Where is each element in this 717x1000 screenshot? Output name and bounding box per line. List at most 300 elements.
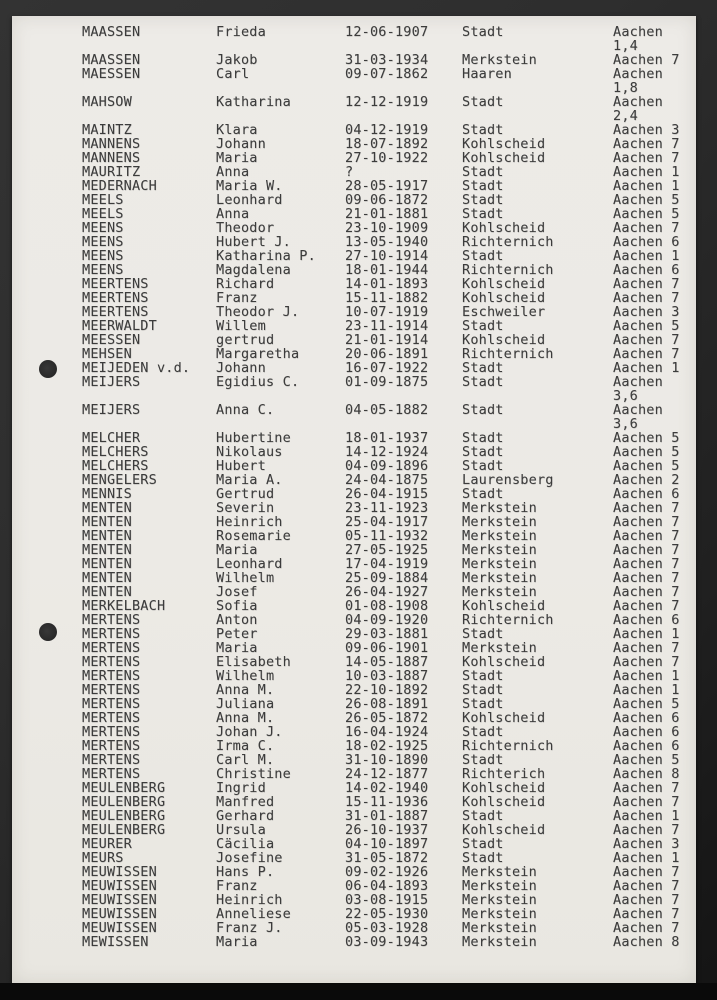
table-row: [12, 669, 696, 683]
table-row: [12, 487, 696, 501]
given-name-cell: Hubert J.: [216, 234, 291, 250]
table-row: [12, 207, 696, 221]
given-name-cell: Hubertine: [216, 430, 291, 446]
table-row: [12, 459, 696, 473]
place-cell: Richterich: [462, 766, 546, 782]
office-cell: Aachen 6: [613, 710, 680, 726]
place-cell: Stadt: [462, 24, 504, 40]
office-cell: Aachen 7: [613, 878, 680, 894]
place-cell: Merkstein: [462, 934, 537, 950]
given-name-cell: Franz J.: [216, 920, 283, 936]
surname-cell: MEIJERS: [82, 402, 141, 418]
table-row: [12, 137, 696, 151]
given-name-cell: Cäcilia: [216, 836, 275, 852]
office-cell: Aachen 7: [613, 654, 680, 670]
table-row: [12, 151, 696, 165]
office-cell: Aachen 1: [613, 178, 680, 194]
table-row: [12, 865, 696, 879]
place-cell: Stadt: [462, 850, 504, 866]
surname-cell: MEENS: [82, 234, 124, 250]
place-cell: Stadt: [462, 752, 504, 768]
surname-cell: MEENS: [82, 248, 124, 264]
given-name-cell: Maria A.: [216, 472, 283, 488]
place-cell: Stadt: [462, 402, 504, 418]
given-name-cell: Frieda: [216, 24, 266, 40]
table-row: [12, 781, 696, 795]
birthdate-cell: 09-07-1862: [345, 66, 429, 82]
office-cell: Aachen 6: [613, 724, 680, 740]
surname-cell: MERTENS: [82, 612, 141, 628]
place-cell: Merkstein: [462, 514, 537, 530]
given-name-cell: Sofia: [216, 598, 258, 614]
surname-cell: MEIJEDEN v.d.: [82, 360, 191, 376]
birthdate-cell: 22-05-1930: [345, 906, 429, 922]
surname-cell: MENTEN: [82, 514, 132, 530]
birthdate-cell: 23-10-1909: [345, 220, 429, 236]
table-row: [12, 263, 696, 277]
given-name-cell: Anna M.: [216, 710, 275, 726]
place-cell: Kohlscheid: [462, 780, 546, 796]
place-cell: Stadt: [462, 360, 504, 376]
surname-cell: MAHSOW: [82, 94, 132, 110]
office-cell: Aachen 8: [613, 766, 680, 782]
surname-cell: MELCHERS: [82, 458, 149, 474]
given-name-cell: Severin: [216, 500, 275, 516]
table-row: [12, 851, 696, 865]
birthdate-cell: 09-06-1872: [345, 192, 429, 208]
office-cell: Aachen 8: [613, 934, 680, 950]
place-cell: Kohlscheid: [462, 136, 546, 152]
table-row: [12, 655, 696, 669]
table-row: [12, 711, 696, 725]
table-row: [12, 627, 696, 641]
birthdate-cell: 16-04-1924: [345, 724, 429, 740]
office-cell: Aachen 6: [613, 234, 680, 250]
office-cell: Aachen 7: [613, 346, 680, 362]
place-cell: Richternich: [462, 234, 554, 250]
given-name-cell: Carl M.: [216, 752, 275, 768]
birthdate-cell: 27-10-1922: [345, 150, 429, 166]
given-name-cell: Johan J.: [216, 724, 283, 740]
place-cell: Stadt: [462, 206, 504, 222]
given-name-cell: Elisabeth: [216, 654, 291, 670]
place-cell: Merkstein: [462, 52, 537, 68]
place-cell: Stadt: [462, 458, 504, 474]
table-row: [12, 515, 696, 529]
place-cell: Kohlscheid: [462, 150, 546, 166]
birthdate-cell: 31-03-1934: [345, 52, 429, 68]
office-cell: Aachen 7: [613, 780, 680, 796]
given-name-cell: Ursula: [216, 822, 266, 838]
surname-cell: MENTEN: [82, 500, 132, 516]
birthdate-cell: 27-10-1914: [345, 248, 429, 264]
given-name-cell: Anna M.: [216, 682, 275, 698]
place-cell: Kohlscheid: [462, 598, 546, 614]
place-cell: Kohlscheid: [462, 822, 546, 838]
office-cell: Aachen 3: [613, 122, 680, 138]
office-cell: Aachen: [613, 24, 663, 40]
given-name-cell: Anna: [216, 206, 250, 222]
office-cell-line2: 3,6: [613, 416, 638, 432]
surname-cell: MERTENS: [82, 738, 141, 754]
table-row: [12, 277, 696, 291]
given-name-cell: Willem: [216, 318, 266, 334]
birthdate-cell: 09-02-1926: [345, 864, 429, 880]
birthdate-cell: 12-06-1907: [345, 24, 429, 40]
birthdate-cell: 27-05-1925: [345, 542, 429, 558]
office-cell-line2: 1,4: [613, 38, 638, 54]
office-cell: Aachen 3: [613, 304, 680, 320]
surname-cell: MEWISSEN: [82, 934, 149, 950]
surname-cell: MERTENS: [82, 752, 141, 768]
office-cell: Aachen 7: [613, 892, 680, 908]
place-cell: Richternich: [462, 262, 554, 278]
place-cell: Stadt: [462, 696, 504, 712]
given-name-cell: Leonhard: [216, 192, 283, 208]
office-cell: Aachen 1: [613, 164, 680, 180]
birthdate-cell: 28-05-1917: [345, 178, 429, 194]
place-cell: Stadt: [462, 486, 504, 502]
place-cell: Stadt: [462, 374, 504, 390]
birthdate-cell: 13-05-1940: [345, 234, 429, 250]
surname-cell: MEESSEN: [82, 332, 141, 348]
table-row: [12, 823, 696, 837]
table-row: [12, 67, 696, 95]
place-cell: Merkstein: [462, 864, 537, 880]
office-cell: Aachen 7: [613, 906, 680, 922]
office-cell: Aachen 7: [613, 794, 680, 810]
surname-cell: MEULENBERG: [82, 780, 166, 796]
given-name-cell: Gerhard: [216, 808, 275, 824]
given-name-cell: Jakob: [216, 52, 258, 68]
table-row: [12, 599, 696, 613]
place-cell: Stadt: [462, 318, 504, 334]
given-name-cell: Josefine: [216, 850, 283, 866]
records-table: [12, 25, 696, 949]
surname-cell: MEENS: [82, 220, 124, 236]
surname-cell: MEERTENS: [82, 304, 149, 320]
place-cell: Merkstein: [462, 542, 537, 558]
birthdate-cell: 18-01-1937: [345, 430, 429, 446]
office-cell: Aachen 7: [613, 556, 680, 572]
table-row: [12, 249, 696, 263]
table-row: [12, 431, 696, 445]
surname-cell: MERTENS: [82, 668, 141, 684]
given-name-cell: Magdalena: [216, 262, 291, 278]
table-row: [12, 767, 696, 781]
surname-cell: MEELS: [82, 192, 124, 208]
birthdate-cell: 14-05-1887: [345, 654, 429, 670]
given-name-cell: Heinrich: [216, 892, 283, 908]
table-row: [12, 501, 696, 515]
place-cell: Stadt: [462, 248, 504, 264]
birthdate-cell: 14-02-1940: [345, 780, 429, 796]
place-cell: Stadt: [462, 626, 504, 642]
surname-cell: MENTEN: [82, 584, 132, 600]
surname-cell: MENTEN: [82, 556, 132, 572]
surname-cell: MEELS: [82, 206, 124, 222]
office-cell: Aachen 7: [613, 864, 680, 880]
office-cell: Aachen: [613, 402, 663, 418]
table-row: [12, 557, 696, 571]
given-name-cell: Maria: [216, 150, 258, 166]
birthdate-cell: 01-08-1908: [345, 598, 429, 614]
surname-cell: MEUWISSEN: [82, 878, 157, 894]
place-cell: Merkstein: [462, 906, 537, 922]
office-cell: Aachen 5: [613, 430, 680, 446]
birthdate-cell: 15-11-1882: [345, 290, 429, 306]
given-name-cell: Maria W.: [216, 178, 283, 194]
place-cell: Merkstein: [462, 640, 537, 656]
table-row: [12, 753, 696, 767]
place-cell: Stadt: [462, 94, 504, 110]
birthdate-cell: 06-04-1893: [345, 878, 429, 894]
place-cell: Kohlscheid: [462, 276, 546, 292]
surname-cell: MEHSEN: [82, 346, 132, 362]
office-cell: Aachen 5: [613, 318, 680, 334]
office-cell-line2: 3,6: [613, 388, 638, 404]
place-cell: Kohlscheid: [462, 710, 546, 726]
given-name-cell: Richard: [216, 276, 275, 292]
given-name-cell: Irma C.: [216, 738, 275, 754]
given-name-cell: Anneliese: [216, 906, 291, 922]
birthdate-cell: 26-04-1927: [345, 584, 429, 600]
surname-cell: MENGELERS: [82, 472, 157, 488]
place-cell: Stadt: [462, 178, 504, 194]
birthdate-cell: 31-05-1872: [345, 850, 429, 866]
surname-cell: MEERTENS: [82, 276, 149, 292]
surname-cell: MEURS: [82, 850, 124, 866]
surname-cell: MAASSEN: [82, 52, 141, 68]
birthdate-cell: 29-03-1881: [345, 626, 429, 642]
table-row: [12, 837, 696, 851]
surname-cell: MENTEN: [82, 528, 132, 544]
place-cell: Eschweiler: [462, 304, 546, 320]
office-cell: Aachen 7: [613, 52, 680, 68]
place-cell: Merkstein: [462, 556, 537, 572]
birthdate-cell: 10-07-1919: [345, 304, 429, 320]
table-row: [12, 739, 696, 753]
table-row: [12, 123, 696, 137]
surname-cell: MENTEN: [82, 570, 132, 586]
birthdate-cell: 20-06-1891: [345, 346, 429, 362]
birthdate-cell: 14-12-1924: [345, 444, 429, 460]
birthdate-cell: 12-12-1919: [345, 94, 429, 110]
place-cell: Stadt: [462, 444, 504, 460]
place-cell: Merkstein: [462, 528, 537, 544]
surname-cell: MERTENS: [82, 626, 141, 642]
place-cell: Stadt: [462, 808, 504, 824]
office-cell: Aachen 6: [613, 486, 680, 502]
surname-cell: MAURITZ: [82, 164, 141, 180]
surname-cell: MEUWISSEN: [82, 864, 157, 880]
office-cell: Aachen 7: [613, 500, 680, 516]
office-cell: Aachen 3: [613, 836, 680, 852]
place-cell: Merkstein: [462, 878, 537, 894]
birthdate-cell: 26-10-1937: [345, 822, 429, 838]
office-cell: Aachen 7: [613, 290, 680, 306]
office-cell: Aachen 1: [613, 626, 680, 642]
birthdate-cell: 18-02-1925: [345, 738, 429, 754]
place-cell: Stadt: [462, 164, 504, 180]
office-cell: Aachen 7: [613, 220, 680, 236]
table-row: [12, 879, 696, 893]
surname-cell: MEULENBERG: [82, 808, 166, 824]
surname-cell: MANNENS: [82, 136, 141, 152]
birthdate-cell: 04-09-1920: [345, 612, 429, 628]
given-name-cell: Maria: [216, 934, 258, 950]
surname-cell: MEUWISSEN: [82, 920, 157, 936]
given-name-cell: Maria: [216, 542, 258, 558]
table-row: [12, 291, 696, 305]
place-cell: Merkstein: [462, 500, 537, 516]
surname-cell: MERKELBACH: [82, 598, 166, 614]
birthdate-cell: 15-11-1936: [345, 794, 429, 810]
birthdate-cell: 25-04-1917: [345, 514, 429, 530]
place-cell: Haaren: [462, 66, 512, 82]
birthdate-cell: 23-11-1923: [345, 500, 429, 516]
office-cell: Aachen 7: [613, 136, 680, 152]
place-cell: Stadt: [462, 122, 504, 138]
office-cell: Aachen 7: [613, 276, 680, 292]
given-name-cell: Juliana: [216, 696, 275, 712]
given-name-cell: Hubert: [216, 458, 266, 474]
birthdate-cell: 24-04-1875: [345, 472, 429, 488]
table-row: [12, 25, 696, 53]
place-cell: Richternich: [462, 612, 554, 628]
table-row: [12, 585, 696, 599]
office-cell: Aachen 5: [613, 192, 680, 208]
table-row: [12, 347, 696, 361]
office-cell: Aachen 7: [613, 570, 680, 586]
surname-cell: MEERTENS: [82, 290, 149, 306]
given-name-cell: Theodor: [216, 220, 275, 236]
office-cell: Aachen 1: [613, 682, 680, 698]
table-row: [12, 179, 696, 193]
office-cell: Aachen 5: [613, 444, 680, 460]
given-name-cell: gertrud: [216, 332, 275, 348]
birthdate-cell: 23-11-1914: [345, 318, 429, 334]
surname-cell: MEERWALDT: [82, 318, 157, 334]
scanned-page: [12, 16, 696, 983]
given-name-cell: Josef: [216, 584, 258, 600]
table-row: [12, 473, 696, 487]
surname-cell: MEDERNACH: [82, 178, 157, 194]
given-name-cell: Heinrich: [216, 514, 283, 530]
surname-cell: MANNENS: [82, 150, 141, 166]
surname-cell: MAASSEN: [82, 24, 141, 40]
birthdate-cell: 09-06-1901: [345, 640, 429, 656]
place-cell: Richternich: [462, 738, 554, 754]
table-row: [12, 361, 696, 375]
given-name-cell: Rosemarie: [216, 528, 291, 544]
place-cell: Kohlscheid: [462, 794, 546, 810]
table-row: [12, 613, 696, 627]
office-cell: Aachen 5: [613, 696, 680, 712]
surname-cell: MERTENS: [82, 640, 141, 656]
office-cell: Aachen: [613, 66, 663, 82]
given-name-cell: Nikolaus: [216, 444, 283, 460]
given-name-cell: Maria: [216, 640, 258, 656]
birthdate-cell: 03-08-1915: [345, 892, 429, 908]
birthdate-cell: ?: [345, 164, 354, 180]
birthdate-cell: 04-10-1897: [345, 836, 429, 852]
office-cell: Aachen 7: [613, 640, 680, 656]
place-cell: Stadt: [462, 430, 504, 446]
birthdate-cell: 17-04-1919: [345, 556, 429, 572]
given-name-cell: Hans P.: [216, 864, 275, 880]
surname-cell: MEENS: [82, 262, 124, 278]
given-name-cell: Margaretha: [216, 346, 300, 362]
table-row: [12, 375, 696, 403]
given-name-cell: Egidius C.: [216, 374, 300, 390]
birthdate-cell: 16-07-1922: [345, 360, 429, 376]
birthdate-cell: 14-01-1893: [345, 276, 429, 292]
place-cell: Kohlscheid: [462, 220, 546, 236]
office-cell: Aachen 7: [613, 584, 680, 600]
place-cell: Merkstein: [462, 570, 537, 586]
surname-cell: MELCHERS: [82, 444, 149, 460]
birthdate-cell: 26-04-1915: [345, 486, 429, 502]
given-name-cell: Peter: [216, 626, 258, 642]
office-cell: Aachen 7: [613, 920, 680, 936]
table-row: [12, 921, 696, 935]
birthdate-cell: 05-03-1928: [345, 920, 429, 936]
surname-cell: MAINTZ: [82, 122, 132, 138]
surname-cell: MERTENS: [82, 654, 141, 670]
table-row: [12, 641, 696, 655]
given-name-cell: Wilhelm: [216, 668, 275, 684]
surname-cell: MAESSEN: [82, 66, 141, 82]
office-cell: Aachen 1: [613, 668, 680, 684]
place-cell: Kohlscheid: [462, 654, 546, 670]
birthdate-cell: 18-01-1944: [345, 262, 429, 278]
office-cell: Aachen 7: [613, 822, 680, 838]
table-row: [12, 809, 696, 823]
birthdate-cell: 25-09-1884: [345, 570, 429, 586]
table-row: [12, 725, 696, 739]
given-name-cell: Manfred: [216, 794, 275, 810]
table-row: [12, 543, 696, 557]
surname-cell: MENNIS: [82, 486, 132, 502]
surname-cell: MELCHER: [82, 430, 141, 446]
given-name-cell: Theodor J.: [216, 304, 300, 320]
given-name-cell: Klara: [216, 122, 258, 138]
table-row: [12, 529, 696, 543]
given-name-cell: Katharina: [216, 94, 291, 110]
given-name-cell: Leonhard: [216, 556, 283, 572]
office-cell: Aachen 5: [613, 206, 680, 222]
office-cell: Aachen 6: [613, 262, 680, 278]
office-cell: Aachen 1: [613, 850, 680, 866]
birthdate-cell: 03-09-1943: [345, 934, 429, 950]
given-name-cell: Ingrid: [216, 780, 266, 796]
office-cell: Aachen 7: [613, 332, 680, 348]
table-row: [12, 221, 696, 235]
office-cell: Aachen 1: [613, 248, 680, 264]
table-row: [12, 697, 696, 711]
table-row: [12, 53, 696, 67]
office-cell: Aachen 7: [613, 528, 680, 544]
given-name-cell: Anna: [216, 164, 250, 180]
given-name-cell: Carl: [216, 66, 250, 82]
place-cell: Kohlscheid: [462, 290, 546, 306]
office-cell: Aachen 5: [613, 752, 680, 768]
surname-cell: MERTENS: [82, 724, 141, 740]
place-cell: Merkstein: [462, 584, 537, 600]
birthdate-cell: 31-10-1890: [345, 752, 429, 768]
table-row: [12, 165, 696, 179]
